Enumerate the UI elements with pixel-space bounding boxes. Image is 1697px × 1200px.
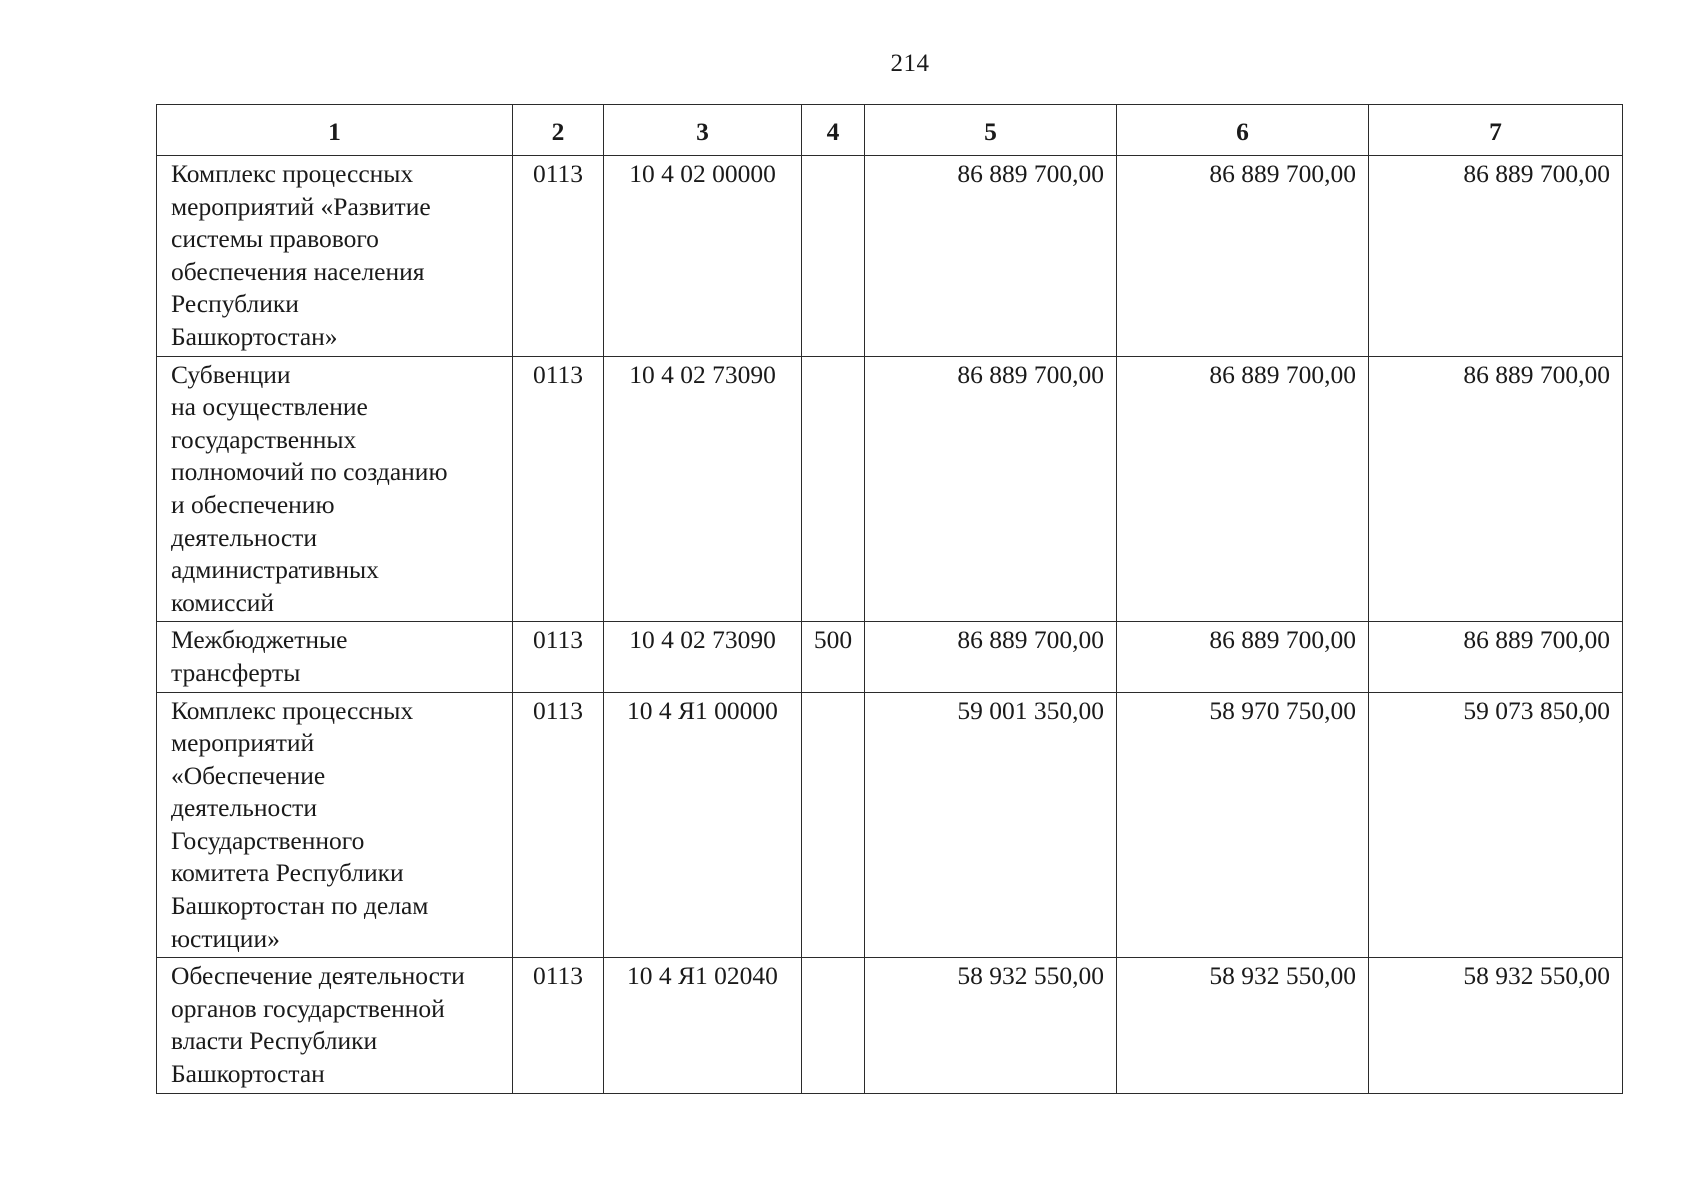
name-line: Обеспечение деятельности <box>171 961 465 991</box>
name-line: полномочий по созданию <box>171 457 448 487</box>
name-line: мероприятий «Развитие <box>171 191 431 221</box>
target-code-cell: 10 4 02 73090 <box>604 356 802 622</box>
section-code-cell: 0113 <box>513 156 604 357</box>
sum-year2-cell: 86 889 700,00 <box>1117 356 1369 622</box>
sum-year3-cell: 59 073 850,00 <box>1369 692 1623 958</box>
target-code-cell: 10 4 Я1 00000 <box>604 692 802 958</box>
name-line: Башкортостан» <box>171 321 338 351</box>
name-line: системы правового <box>171 224 379 254</box>
sum-year2-cell: 86 889 700,00 <box>1117 622 1369 692</box>
name-line: Башкортостан <box>171 1059 325 1089</box>
name-line: на осуществление <box>171 392 368 422</box>
table-row <box>157 356 1623 622</box>
table-row <box>157 622 1623 692</box>
section-code-cell: 0113 <box>513 622 604 692</box>
expense-type-cell <box>802 356 865 622</box>
target-code-cell: 10 4 02 73090 <box>604 622 802 692</box>
name-line: деятельности <box>171 793 317 823</box>
sum-year2-cell: 86 889 700,00 <box>1117 156 1369 357</box>
target-code-cell: 10 4 02 00000 <box>604 156 802 357</box>
header-col-1: 1 <box>157 105 513 156</box>
name-line: органов государственной <box>171 993 445 1023</box>
row-name-cell <box>157 356 513 622</box>
sum-year1-cell: 86 889 700,00 <box>865 622 1117 692</box>
sum-year1-cell: 58 932 550,00 <box>865 958 1117 1093</box>
name-line: Межбюджетные <box>171 625 348 655</box>
expense-type-cell: 500 <box>802 622 865 692</box>
sum-year3-cell: 86 889 700,00 <box>1369 156 1623 357</box>
section-code-cell: 0113 <box>513 356 604 622</box>
name-line: Субвенции <box>171 359 291 389</box>
expense-type-cell <box>802 958 865 1093</box>
header-col-2: 2 <box>513 105 604 156</box>
section-code-cell: 0113 <box>513 692 604 958</box>
name-line: и обеспечению <box>171 489 335 519</box>
table-row <box>157 692 1623 958</box>
header-row <box>157 105 1623 156</box>
header-col-6: 6 <box>1117 105 1369 156</box>
name-line: административных <box>171 555 379 585</box>
sum-year2-cell: 58 970 750,00 <box>1117 692 1369 958</box>
sum-year2-cell: 58 932 550,00 <box>1117 958 1369 1093</box>
name-line: обеспечения населения <box>171 256 425 286</box>
sum-year1-cell: 86 889 700,00 <box>865 356 1117 622</box>
target-code-cell: 10 4 Я1 02040 <box>604 958 802 1093</box>
expense-type-cell <box>802 156 865 357</box>
header-col-4: 4 <box>802 105 865 156</box>
sum-year3-cell: 58 932 550,00 <box>1369 958 1623 1093</box>
header-col-5: 5 <box>865 105 1117 156</box>
sum-year3-cell: 86 889 700,00 <box>1369 622 1623 692</box>
row-name-cell <box>157 958 513 1093</box>
name-line: юстиции» <box>171 923 280 953</box>
header-col-7: 7 <box>1369 105 1623 156</box>
name-line: «Обеспечение <box>171 760 326 790</box>
row-name-cell <box>157 692 513 958</box>
expense-type-cell <box>802 692 865 958</box>
page-number: 214 <box>890 50 930 77</box>
table-row <box>157 156 1623 357</box>
name-line: комитета Республики <box>171 858 404 888</box>
sum-year1-cell: 59 001 350,00 <box>865 692 1117 958</box>
budget-table <box>156 104 1623 1094</box>
section-code-cell: 0113 <box>513 958 604 1093</box>
row-name-cell <box>157 622 513 692</box>
name-line: Республики <box>171 289 299 319</box>
name-line: Государственного <box>171 825 365 855</box>
name-line: Комплекс процессных <box>171 159 414 188</box>
name-line: Башкортостан по делам <box>171 891 429 921</box>
table-body <box>157 156 1623 1094</box>
name-line: комиссий <box>171 587 275 617</box>
name-line: Комплекс процессных <box>171 695 414 725</box>
name-line: власти Республики <box>171 1026 378 1056</box>
header-col-3: 3 <box>604 105 802 156</box>
name-line: деятельности <box>171 522 317 552</box>
table-row <box>157 958 1623 1093</box>
row-name-cell <box>157 156 513 357</box>
table-header <box>157 105 1623 156</box>
name-line: мероприятий <box>171 728 315 758</box>
sum-year1-cell: 86 889 700,00 <box>865 156 1117 357</box>
name-line: государственных <box>171 424 357 454</box>
sum-year3-cell: 86 889 700,00 <box>1369 356 1623 622</box>
name-line: трансферты <box>171 657 301 687</box>
